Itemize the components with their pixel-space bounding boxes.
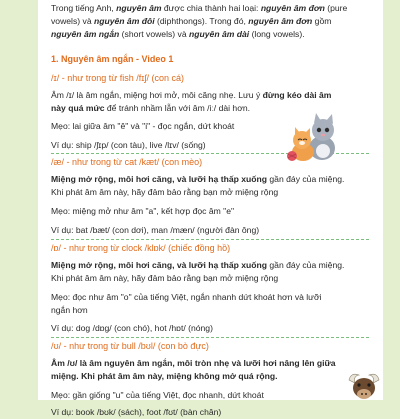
divider xyxy=(51,239,369,240)
sound-desc-line: Khi phát âm âm này, hãy đảm bảo rằng bạn mở miệng rộng xyxy=(51,187,279,197)
intro-text: (long vowels). xyxy=(249,29,305,39)
intro-line-2 xyxy=(51,15,331,28)
desc-emphasis: đừng kéo dài âm xyxy=(262,90,332,100)
intro-text: (short vowels) và xyxy=(119,29,190,39)
page xyxy=(38,0,383,417)
sound-heading: /æ/ - như trong từ cat /kæt/ (con mèo) xyxy=(51,157,203,167)
sound-desc-line xyxy=(51,89,331,102)
intro-text: được chia thành hai loại: xyxy=(161,3,261,13)
sound-example: Ví dụ: dog /dɒɡ/ (con chó), hot /hɒt/ (nóng) xyxy=(51,323,213,333)
intro-term: nguyên âm ngắn xyxy=(51,29,120,39)
sound-desc-line xyxy=(51,102,250,115)
sound-heading: /ʊ/ - như trong từ bull /bʊl/ (con bò đực) xyxy=(51,341,209,351)
desc-text: để tránh nhầm lẫn với âm /iː/ dài hơn. xyxy=(104,103,251,113)
desc-text: Âm /ɪ/ là âm ngắn, miệng hơi mở, môi căng nhẹ. Lưu ý xyxy=(51,90,263,100)
sound-tip: Mẹo: gần giống "u" của tiếng Việt, đọc nhanh, dứt khoát xyxy=(51,390,264,400)
sound-heading: /ɒ/ - như trong từ clock /klɒk/ (chiếc đồng hồ) xyxy=(51,243,231,253)
desc-text: gần đáy của miệng. xyxy=(267,174,345,184)
intro-text: gồm xyxy=(312,16,332,26)
sound-desc-line: Khi phát âm âm này, hãy đảm bảo rằng bạn mở miệng rộng xyxy=(51,273,279,283)
sound-desc-line: miệng. Khi phát âm âm này, miệng không mở quá rộng. xyxy=(51,371,278,381)
sound-example: Ví dụ: bat /bæt/ (con dơi), man /mæn/ (người đàn ông) xyxy=(51,225,260,235)
desc-emphasis: này quá mức xyxy=(51,103,105,113)
sound-example: Ví dụ: ship /ʃɪp/ (con tàu), live /lɪv/ (sống) xyxy=(51,140,206,150)
intro-term: nguyên âm đơn xyxy=(260,3,325,13)
intro-term: nguyên âm xyxy=(116,3,162,13)
cats-illustration xyxy=(286,112,344,164)
sound-desc-line xyxy=(51,173,344,186)
intro-text: (pure xyxy=(324,3,348,13)
intro-text: (diphthongs). Trong đó, xyxy=(154,16,249,26)
desc-emphasis: Miệng mở rộng, môi hơi căng, và lưỡi hạ thấp xuống xyxy=(51,174,268,184)
divider xyxy=(51,337,369,338)
bull-illustration xyxy=(346,372,382,400)
sound-tip: Mẹo: đọc như âm "o" của tiếng Việt, ngắn nhanh dứt khoát hơn và lưỡi xyxy=(51,292,322,302)
sound-desc-line: Âm /ʊ/ là âm nguyên âm ngắn, môi tròn nhẹ và lưỡi hơi nâng lên giữa xyxy=(51,358,336,368)
section-title: 1. Nguyên âm ngắn - Video 1 xyxy=(51,54,174,64)
intro-line-3 xyxy=(51,28,305,41)
intro-text: vowels) và xyxy=(51,16,94,26)
intro-term: nguyên âm dài xyxy=(189,29,250,39)
intro-line-1 xyxy=(51,2,347,15)
sound-tip: Mẹo: lai giữa âm "ê" và "i" - đọc ngắn, dứt khoát xyxy=(51,121,235,131)
sound-heading: /ɪ/ - như trong từ fish /fɪʃ/ (con cá) xyxy=(51,73,185,83)
intro-term: nguyên âm đơn xyxy=(248,16,313,26)
sound-tip: ngắn hơn xyxy=(51,305,88,315)
sound-tip: Mẹo: miệng mở như âm "a", kết hợp đọc âm "e" xyxy=(51,206,235,216)
desc-text: gần đáy của miệng. xyxy=(267,260,345,270)
intro-term: nguyên âm đôi xyxy=(93,16,155,26)
sound-desc-line xyxy=(51,259,344,272)
desc-emphasis: Miệng mở rộng, môi hơi căng, và lưỡi hạ thấp xuống xyxy=(51,260,268,270)
sound-example: Ví dụ: book /bʊk/ (sách), foot /fʊt/ (bàn chân) xyxy=(51,407,222,417)
intro-text: Trong tiếng Anh, xyxy=(51,3,117,13)
